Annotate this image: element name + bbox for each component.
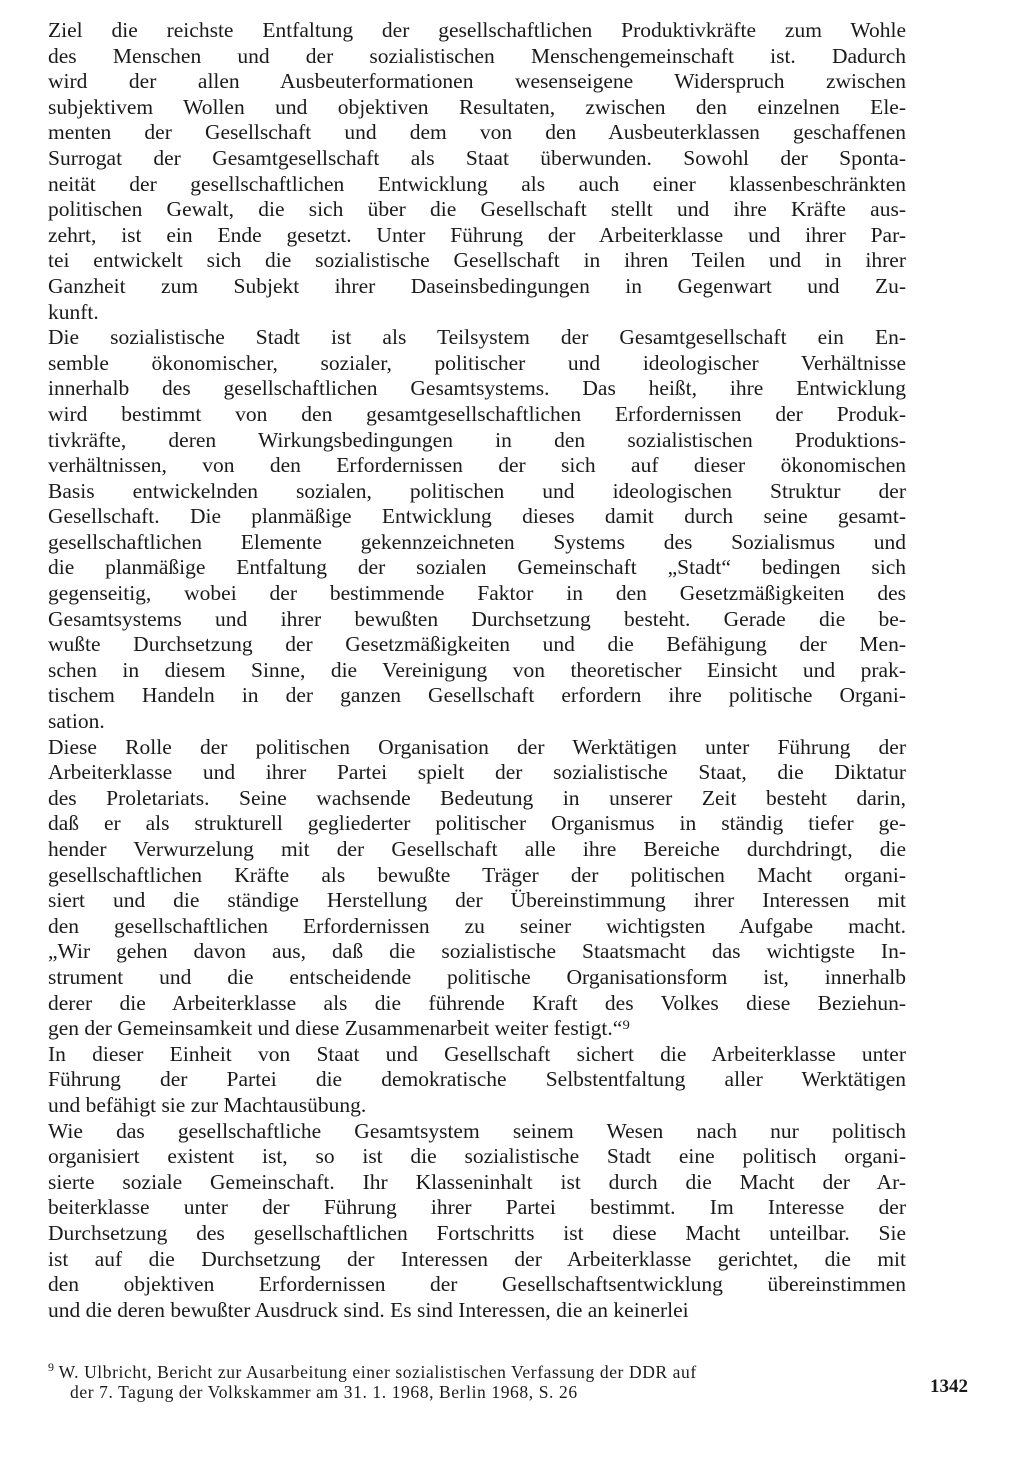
text-line: des Proletariats. Seine wachsende Bedeutung in unserer Zeit besteht darin, bbox=[48, 785, 906, 810]
text-line: Gesamtsystems und ihrer bewußten Durchsetzung besteht. Gerade die be- bbox=[48, 606, 906, 631]
text-line: tischem Handeln in der ganzen Gesellschaft erfordern ihre politische Organi- bbox=[48, 683, 906, 708]
text-line: ist auf die Durchsetzung der Interessen der Arbeiterklasse gerichtet, die mit bbox=[48, 1246, 906, 1271]
footnote-block bbox=[48, 1355, 908, 1405]
text-line: Basis entwickelnden sozialen, politischen und ideologischen Struktur der bbox=[48, 478, 906, 503]
text-line: wird bestimmt von den gesamtgesellschaftlichen Erfordernissen der Produk- bbox=[48, 401, 906, 426]
footnote-text-1: W. Ulbricht, Bericht zur Ausarbeitung einer sozialistischen Verfassung der DDR auf bbox=[58, 1361, 697, 1382]
text-line: „Wir gehen davon aus, daß die sozialistische Staatsmacht das wichtigste In- bbox=[48, 939, 906, 964]
text-line: und befähigt sie zur Machtausübung. bbox=[48, 1092, 367, 1117]
text-line: strument und die entscheidende politische Organisationsform ist, innerhalb bbox=[48, 964, 906, 989]
footnote-marker: 9 bbox=[48, 1360, 55, 1374]
text-line: tivkräfte, deren Wirkungsbedingungen in den sozialistischen Produktions- bbox=[48, 427, 906, 452]
text-line: beiterklasse unter der Führung ihrer Partei bestimmt. Im Interesse der bbox=[48, 1195, 906, 1220]
text-line: gegenseitig, wobei der bestimmende Faktor in den Gesetzmäßigkeiten des bbox=[48, 581, 906, 606]
text-line: Ziel die reichste Entfaltung der gesellschaftlichen Produktivkräfte zum Wohle bbox=[48, 18, 906, 42]
text-line: hender Verwurzelung mit der Gesellschaft alle ihre Bereiche durchdringt, die bbox=[48, 837, 906, 861]
text-line: sierte soziale Gemeinschaft. Ihr Klasseninhalt ist durch die Macht der Ar- bbox=[48, 1169, 906, 1194]
text-line: Ganzheit zum Subjekt ihrer Daseinsbedingungen in Gegenwart und Zu- bbox=[48, 273, 906, 298]
text-line: den objektiven Erfordernissen der Gesellschaftsentwicklung übereinstimmen bbox=[48, 1272, 906, 1297]
text-line: tei entwickelt sich die sozialistische Gesellschaft in ihren Teilen und in ihrer bbox=[48, 248, 906, 273]
text-line: derer die Arbeiterklasse als die führende Kraft des Volkes diese Beziehun- bbox=[48, 990, 906, 1015]
text-line: neität der gesellschaftlichen Entwicklung als auch einer klassenbeschränkten bbox=[48, 171, 906, 196]
text-line: wußte Durchsetzung der Gesetzmäßigkeiten und die Befähigung der Men- bbox=[48, 632, 906, 657]
text-line: gen der Gemeinsamkeit und diese Zusammenarbeit weiter festigt.“⁹ bbox=[48, 1016, 630, 1041]
text-line: Gesellschaft. Die planmäßige Entwicklung dieses damit durch seine gesamt- bbox=[48, 504, 906, 529]
text-line: siert und die ständige Herstellung der Übereinstimmung ihrer Interessen mit bbox=[48, 888, 906, 913]
page-number: 1342 bbox=[930, 1376, 968, 1397]
text-line: Wie das gesellschaftliche Gesamtsystem seinem Wesen nach nur politisch bbox=[48, 1118, 906, 1143]
text-line: die planmäßige Entfaltung der sozialen Gemeinschaft „Stadt“ bedingen sich bbox=[48, 555, 906, 580]
text-line: semble ökonomischer, sozialer, politischer und ideologischer Verhältnisse bbox=[48, 350, 906, 375]
body-text bbox=[48, 18, 906, 1323]
text-line: innerhalb des gesellschaftlichen Gesamtsystems. Das heißt, ihre Entwicklung bbox=[48, 376, 906, 401]
text-line: Durchsetzung des gesellschaftlichen Fortschritts ist diese Macht unteilbar. Sie bbox=[48, 1220, 906, 1245]
footnote-line-1 bbox=[48, 1355, 908, 1380]
text-line: gesellschaftlichen Kräfte als bewußte Träger der politischen Macht organi- bbox=[48, 862, 906, 887]
text-line: politischen Gewalt, die sich über die Gesellschaft stellt und ihre Kräfte aus- bbox=[48, 197, 906, 222]
text-line: daß er als strukturell gegliederter politischer Organismus in ständig tiefer ge- bbox=[48, 811, 906, 836]
text-line: gesellschaftlichen Elemente gekennzeichneten Systems des Sozialismus und bbox=[48, 529, 906, 554]
text-line: sation. bbox=[48, 709, 105, 734]
footnote-line-2: der 7. Tagung der Volkskammer am 31. 1. 1968, Berlin 1968, S. 26 bbox=[70, 1382, 578, 1402]
text-line: kunft. bbox=[48, 299, 99, 324]
text-line: menten der Gesellschaft und dem von den Ausbeuterklassen geschaffenen bbox=[48, 120, 906, 145]
text-line: schen in diesem Sinne, die Vereinigung von theoretischer Einsicht und prak- bbox=[48, 657, 906, 682]
text-line: subjektivem Wollen und objektiven Resultaten, zwischen den einzelnen Ele- bbox=[48, 94, 906, 119]
text-line: den gesellschaftlichen Erfordernissen zu seiner wichtigsten Aufgabe macht. bbox=[48, 913, 906, 938]
text-line: wird der allen Ausbeuterformationen wesenseigene Widerspruch zwischen bbox=[48, 69, 906, 94]
text-line: und die deren bewußter Ausdruck sind. Es sind Interessen, die an keinerlei bbox=[48, 1297, 689, 1322]
text-line: verhältnissen, von den Erfordernissen der sich auf dieser ökonomischen bbox=[48, 453, 906, 478]
text-line: Führung der Partei die demokratische Selbstentfaltung aller Werktätigen bbox=[48, 1067, 906, 1092]
text-line: Arbeiterklasse und ihrer Partei spielt der sozialistische Staat, die Diktatur bbox=[48, 760, 906, 785]
text-line: zehrt, ist ein Ende gesetzt. Unter Führung der Arbeiterklasse und ihrer Par- bbox=[48, 222, 906, 247]
text-line: Die sozialistische Stadt ist als Teilsystem der Gesamtgesellschaft ein En- bbox=[48, 325, 906, 350]
text-line: Diese Rolle der politischen Organisation der Werktätigen unter Führung der bbox=[48, 734, 906, 759]
text-line: organisiert existent ist, so ist die sozialistische Stadt eine politisch organi- bbox=[48, 1144, 906, 1169]
text-line: des Menschen und der sozialistischen Menschengemeinschaft ist. Dadurch bbox=[48, 43, 906, 68]
text-line: Surrogat der Gesamtgesellschaft als Staat überwunden. Sowohl der Sponta- bbox=[48, 145, 906, 170]
text-line: In dieser Einheit von Staat und Gesellschaft sichert die Arbeiterklasse unter bbox=[48, 1041, 906, 1066]
